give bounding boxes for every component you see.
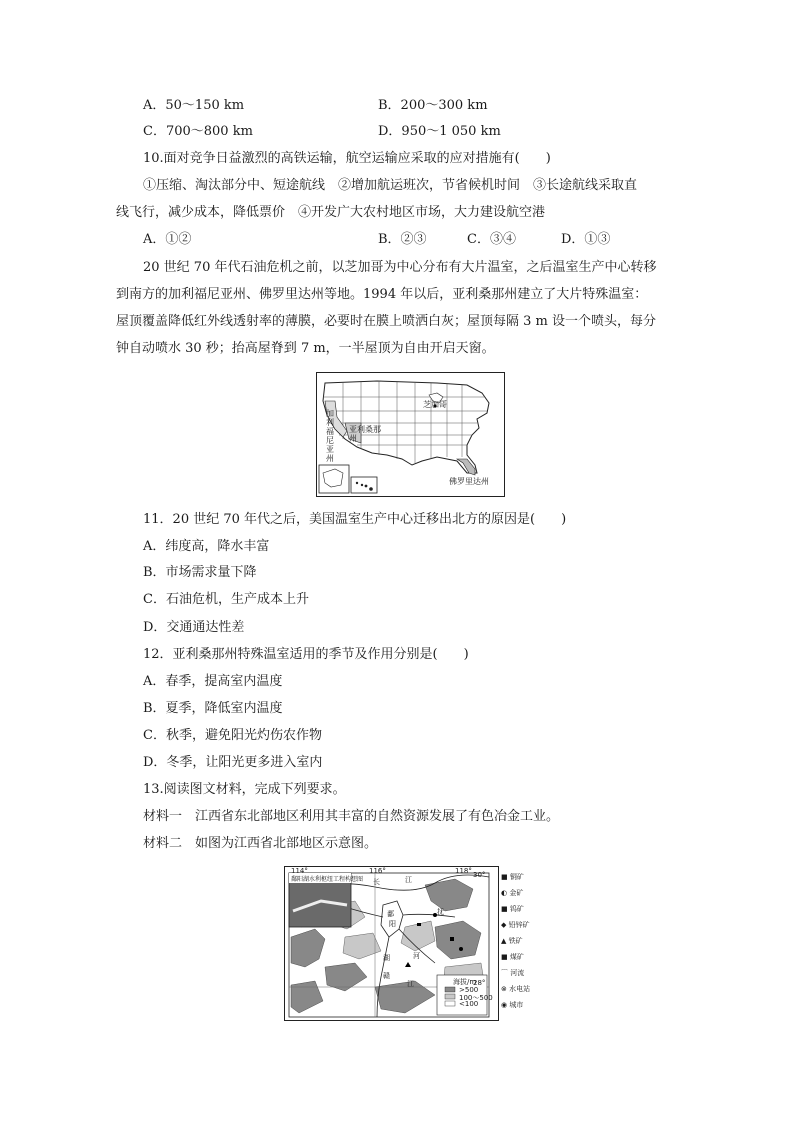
q12-option-c: C．秋季，避免阳光灼伤农作物 — [143, 728, 322, 743]
legend-copper-label: 铜矿 — [509, 873, 524, 881]
q13-material-2: 材料二 如图为江西省北部地区示意图。 — [143, 836, 378, 851]
legend-tungsten — [501, 904, 524, 914]
lon-label-114: 114° — [291, 867, 308, 875]
iron-icon: ▲ — [501, 937, 507, 945]
coal-icon: ■ — [501, 953, 508, 961]
q11-option-b: B．市场需求量下降 — [143, 565, 257, 580]
legend-lead-zinc — [501, 920, 530, 930]
q13-stem: 13.阅读图文材料，完成下列要求。 — [143, 782, 346, 797]
river-char-chang: 长 — [373, 878, 380, 886]
passage-line-2: 到南方的加利福尼亚州、佛罗里达州等地。1994 年以后，亚利桑那州建立了大片特殊温室： — [116, 287, 648, 302]
q12-option-a: A．春季，提高室内温度 — [143, 674, 283, 689]
q12-option-b: B．夏季，降低室内温度 — [143, 701, 283, 716]
tungsten-icon: ■ — [501, 905, 508, 913]
river-char-fu: 河 — [413, 952, 420, 960]
elevation-legend-title: 海拔/m — [453, 978, 477, 986]
q11-option-d: D．交通通达性差 — [143, 620, 245, 635]
q10-items-line1: ①压缩、淘汰部分中、短途航线 ②增加航运班次，节省候机时间 ③长途航线采取直 — [143, 178, 638, 193]
lake-char-yang: 阳 — [389, 920, 396, 928]
legend-iron-label: 铁矿 — [508, 937, 523, 945]
label-arizona: 亚利桑那州 — [349, 425, 381, 443]
inset-title: 鄱阳湖水利枢纽工程构想图 — [291, 876, 364, 883]
legend-copper — [501, 872, 524, 882]
passage-line-3: 屋顶覆盖降低红外线透射率的薄膜，必要时在膜上喷洒白灰；屋顶每隔 3 m 设一个喷头，每分 — [116, 314, 656, 329]
lat-label-28: 28° — [473, 979, 486, 987]
legend-gold — [501, 888, 523, 898]
elevation-level-mid: 100～500 — [459, 994, 493, 1002]
q9-option-d: D．950～1 050 km — [378, 124, 501, 139]
legend-tungsten-label: 钨矿 — [509, 905, 524, 913]
q9-option-a: A．50～150 km — [143, 98, 245, 113]
river-char-gan: 湖 — [383, 954, 390, 962]
city-icon: ◉ — [501, 1001, 508, 1009]
legend-coal-label: 煤矿 — [509, 953, 524, 961]
legend-hydropower — [501, 984, 530, 994]
gold-icon: ◐ — [501, 889, 508, 897]
jiangxi-map-figure — [284, 866, 499, 1021]
hydropower-icon: ⊗ — [501, 985, 507, 993]
legend-swatch-mid — [445, 994, 455, 999]
legend-river — [501, 968, 524, 978]
legend-hydropower-label: 水电站 — [509, 985, 531, 993]
q11-option-c: C．石油危机，生产成本上升 — [143, 592, 309, 607]
legend-lead-zinc-label: 铅锌矿 — [508, 921, 530, 929]
us-map-figure — [316, 372, 505, 497]
river-char-he: 江 — [407, 980, 414, 988]
q9-option-c: C．700～800 km — [143, 124, 253, 139]
label-california: 加利福尼亚州 — [326, 409, 334, 463]
lon-label-116: 116° — [369, 867, 386, 875]
q10-option-d: D．①③ — [561, 232, 611, 247]
label-chicago: 芝加哥 — [423, 400, 447, 409]
q13-material-1: 材料一 江西省东北部地区利用其丰富的自然资源发展了有色冶金工业。 — [143, 809, 560, 824]
legend-river-label: 河流 — [510, 969, 525, 977]
legend-swatch-low — [445, 1001, 455, 1006]
q10-option-c: C．③④ — [467, 232, 516, 247]
river-char-xin: 抚 — [437, 908, 444, 916]
copper-icon: ■ — [501, 873, 508, 881]
legend-city-label: 城市 — [509, 1001, 524, 1009]
lon-label-118: 118° — [455, 867, 472, 875]
passage-line-4: 钟自动喷水 30 秒；抬高屋脊到 7 m，一半屋顶为自由开启天窗。 — [116, 341, 495, 356]
q12-stem: 12．亚利桑那州特殊温室适用的季节及作用分别是( ) — [143, 647, 469, 662]
lat-label-30: 30° — [473, 871, 486, 879]
legend-swatch-high — [445, 987, 455, 992]
q11-option-a: A．纬度高，降水丰富 — [143, 539, 270, 554]
elevation-level-high: >500 — [459, 986, 479, 994]
lake-char-po: 鄱 — [387, 910, 394, 918]
q10-items-line2: 线飞行，减少成本，降低票价 ④开发广大农村地区市场，大力建设航空港 — [116, 205, 546, 220]
river-char-gan-jiang: 赣 — [383, 972, 390, 980]
q12-option-d: D．冬季，让阳光更多进入室内 — [143, 755, 323, 770]
symbol-legend — [501, 872, 561, 1020]
q9-option-b: B．200～300 km — [378, 98, 488, 113]
elevation-level-low: <100 — [459, 1000, 479, 1008]
q10-stem: 10.面对竞争日益激烈的高铁运输，航空运输应采取的应对措施有( ) — [143, 151, 551, 166]
label-florida: 佛罗里达州 — [449, 477, 489, 486]
passage-line-1: 20 世纪 70 年代石油危机之前，以芝加哥为中心分布有大片温室，之后温室生产中心转移 — [143, 260, 657, 275]
legend-iron — [501, 936, 523, 946]
legend-coal — [501, 952, 524, 962]
q10-option-b: B．②③ — [378, 232, 427, 247]
legend-gold-label: 金矿 — [509, 889, 524, 897]
hawaii-inset — [351, 477, 377, 493]
lead-zinc-icon: ◆ — [501, 921, 507, 929]
river-icon: ⌒ — [501, 969, 508, 977]
river-char-jiang: 江 — [405, 876, 412, 884]
q11-stem: 11．20 世纪 70 年代之后，美国温室生产中心迁移出北方的原因是( ) — [143, 512, 567, 527]
legend-city — [501, 1000, 523, 1010]
q10-option-a: A．①② — [143, 232, 192, 247]
